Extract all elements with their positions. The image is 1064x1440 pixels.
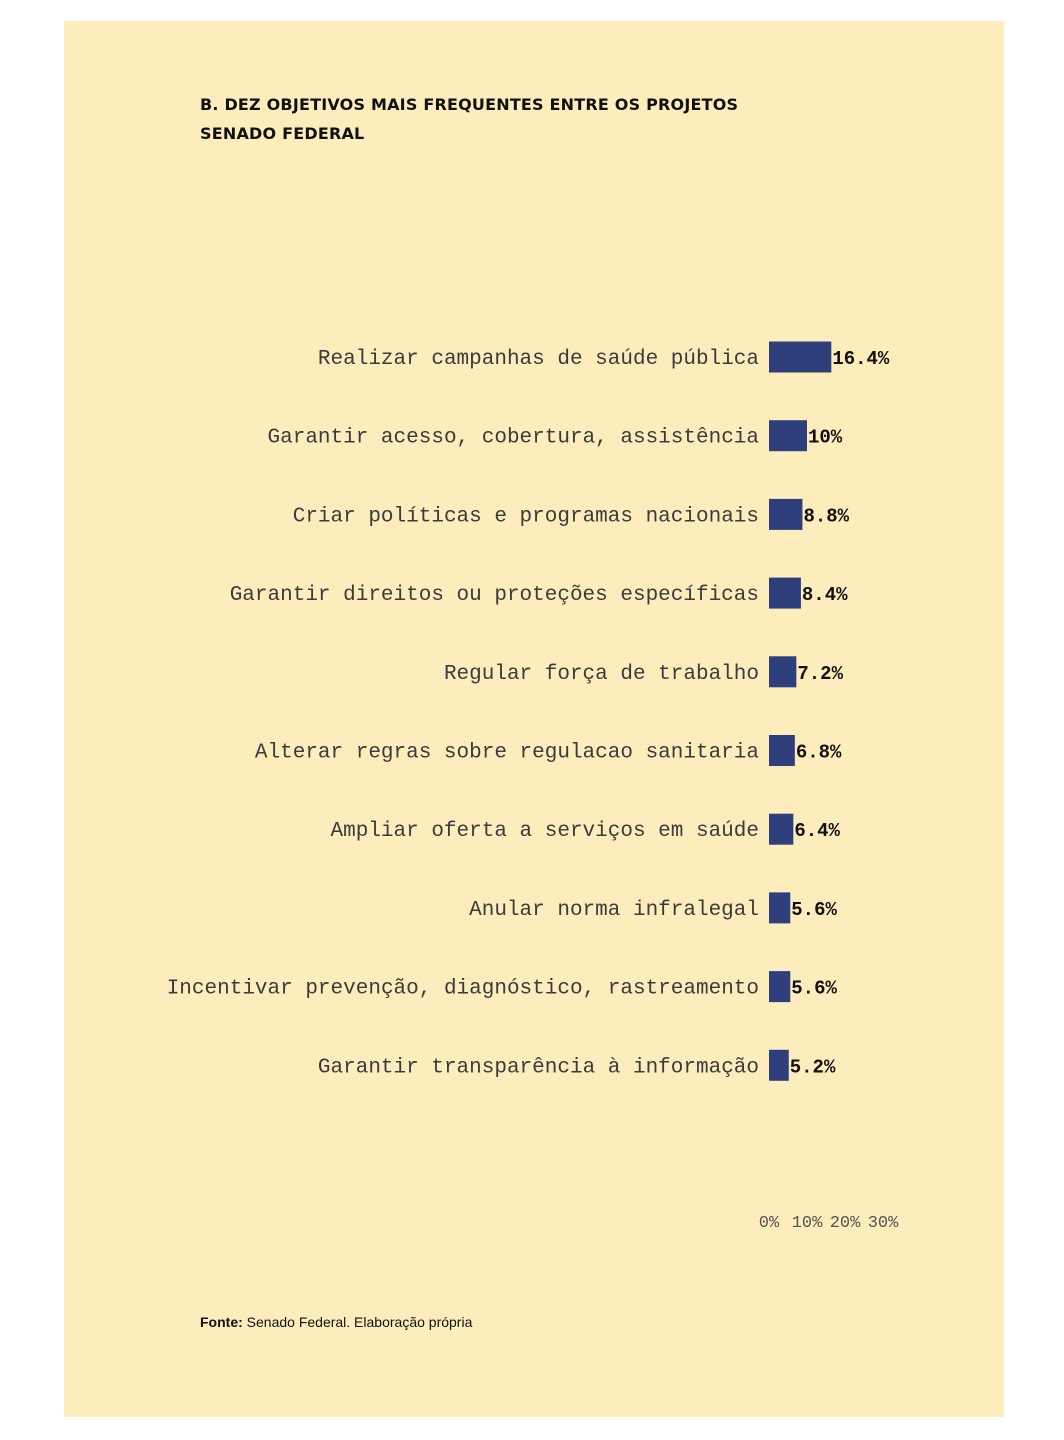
value-label: 10% [808,426,843,449]
category-label: Ampliar oferta a serviços em saúde [330,820,759,844]
value-label: 5.6% [791,977,837,1000]
bar [769,420,807,451]
category-label: Garantir direitos ou proteções específicas [229,584,759,608]
x-tick-label: 0% [758,1214,780,1233]
bar [769,735,795,766]
bars-group [167,342,890,1081]
category-label: Criar políticas e programas nacionais [292,505,759,529]
bar [769,971,790,1002]
category-label: Incentivar prevenção, diagnóstico, rastreamento [166,977,759,1001]
value-label: 8.8% [803,505,850,528]
bar [769,814,793,845]
bar [769,1050,789,1081]
value-label: 6.4% [794,820,840,843]
title-line-1: B. DEZ OBJETIVOS MAIS FREQUENTES ENTRE OS PROJETOS [200,95,739,114]
value-label: 5.2% [789,1056,836,1079]
value-label: 7.2% [797,662,843,685]
category-label: Garantir acesso, cobertura, assistência [267,426,759,450]
value-label: 5.6% [791,898,837,921]
category-label: Realizar campanhas de saúde pública [317,348,759,371]
value-label: 8.4% [801,584,848,607]
x-tick-label: 20% [829,1214,861,1233]
bar [769,656,796,687]
bar [769,342,831,373]
category-label: Alterar regras sobre regulacao sanitaria [254,741,759,765]
category-label: Anular norma infralegal [469,898,759,922]
x-tick-label: 10% [791,1214,823,1233]
value-label: 6.8% [795,741,842,764]
category-label: Regular força de trabalho [443,662,759,686]
category-label: Garantir transparência à informação [317,1056,759,1080]
title-line-2: SENADO FEDERAL [200,124,365,143]
x-axis [759,1214,899,1233]
bar [769,892,790,923]
x-tick-label: 30% [867,1214,899,1233]
bar [769,499,802,530]
source-text: Senado Federal. Elaboração própria [242,1314,473,1330]
source-label: Fonte: [200,1314,243,1330]
value-label: 16.4% [832,348,890,370]
source-note [200,1314,472,1330]
bar [769,578,801,609]
